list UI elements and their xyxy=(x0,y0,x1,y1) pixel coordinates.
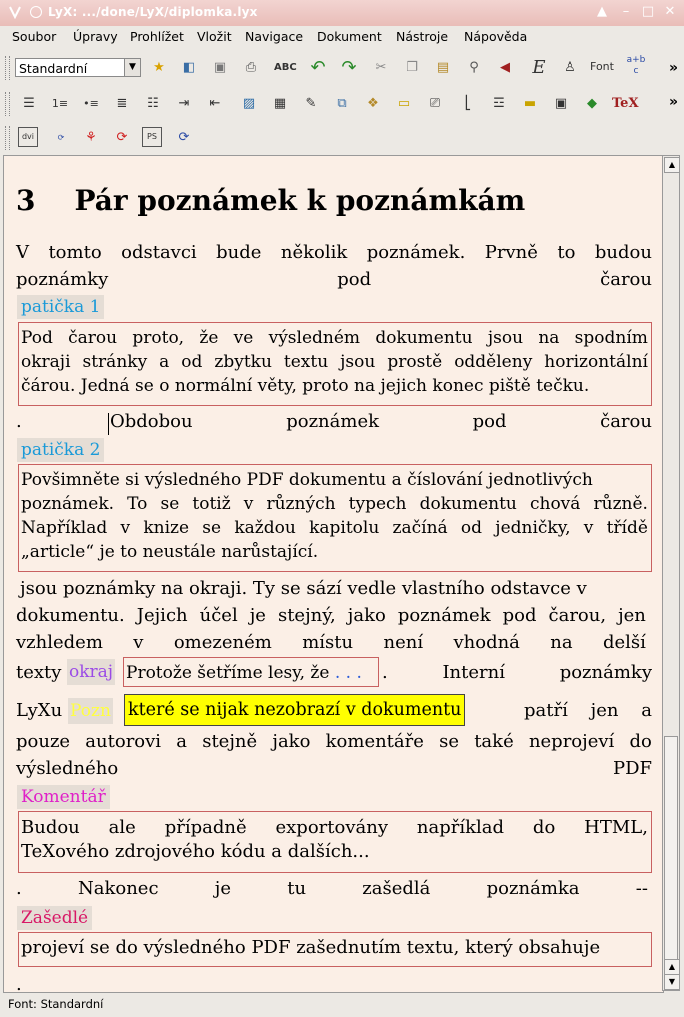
insert-comment-icon[interactable]: ▬ xyxy=(523,96,537,111)
paragraph-line: . Nakonec je tu zašedlá poznámka -- xyxy=(16,878,648,899)
paragraph-line: poznámky pod čarou xyxy=(16,269,652,290)
paragraph-line: . xyxy=(16,974,22,993)
tex-code-icon[interactable]: TeX xyxy=(612,96,639,111)
toolbar-overflow-button[interactable]: » xyxy=(668,94,678,110)
save-icon[interactable]: ▣ xyxy=(213,60,227,75)
margin-note-text: Protože šetříme lesy, že xyxy=(126,663,330,683)
paragraph-line: texty okraj Protože šetříme lesy, že . . . . Interní poznámky xyxy=(16,662,652,692)
emphasis-icon[interactable]: E xyxy=(532,57,546,78)
vertical-scrollbar[interactable] xyxy=(662,155,680,991)
footnote-inset[interactable] xyxy=(18,322,652,406)
print-icon[interactable]: ⎙ xyxy=(245,60,257,75)
insert-footnote-icon[interactable]: ⎚ xyxy=(429,96,441,111)
status-text: Font: Standardní xyxy=(8,997,104,1011)
comment-label[interactable]: Komentář xyxy=(17,785,110,809)
insert-table-icon[interactable]: ▦ xyxy=(273,96,287,111)
paragraph-line: V tomto odstavci bude několik poznámek. Prvně to budou xyxy=(16,242,652,263)
footnote-line: okraji stránky a od zbytku textu jsou prostě odděleny horizontální xyxy=(21,352,648,372)
title-bar xyxy=(0,0,684,27)
description-list-icon[interactable]: ≣ xyxy=(116,96,128,111)
section-title: Pár poznámek k poznámkám xyxy=(74,184,526,217)
update-pdf-icon[interactable]: ⟳ xyxy=(116,130,128,145)
menu-prohlizet[interactable]: Prohlížet xyxy=(130,29,184,44)
collapsed-ellipsis: . . . xyxy=(334,663,362,683)
math-mode-icon[interactable]: a+b c xyxy=(626,55,646,76)
paragraph-line: LyXu Pozn které se nijak nezobrazí v dokumentu patří jen a xyxy=(16,698,652,730)
insert-float-icon[interactable]: ▣ xyxy=(554,96,568,111)
paste-icon[interactable]: ▤ xyxy=(436,60,450,75)
footnote-label[interactable]: patička 1 xyxy=(17,295,104,319)
paragraph-line: výsledného PDF xyxy=(16,758,652,779)
footnote-line: Povšimněte si výsledného PDF dokumentu a číslování jednotlivých xyxy=(21,470,593,490)
view-dvi-icon[interactable]: dvi xyxy=(18,127,38,147)
comment-inset[interactable] xyxy=(18,811,652,873)
bullet-list-icon[interactable]: •≡ xyxy=(83,97,99,110)
footnote-inset[interactable] xyxy=(18,464,652,572)
paragraph-line: . Obdobou poznámek pod čarou xyxy=(16,411,652,437)
document-workarea[interactable] xyxy=(3,155,664,993)
font-button[interactable]: Font xyxy=(590,60,614,73)
scroll-up-icon[interactable]: ▲ xyxy=(664,157,680,173)
paragraph-line: dokumentu. Jejich účel je stejný, jako poznámek pod čarou, jen xyxy=(16,605,646,626)
insert-index-icon[interactable]: ▭ xyxy=(397,96,411,111)
note-label[interactable]: Pozn xyxy=(68,698,113,724)
minimize-button[interactable]: – xyxy=(622,4,630,19)
comment-line: Budou ale případně exportovány například do HTML, xyxy=(21,817,648,838)
footnote-line: čárou. Jedná se o normální věty, proto na jejich konec piště tečku. xyxy=(21,376,590,396)
section-number: 3 xyxy=(16,184,36,217)
insert-margin-note-icon[interactable]: ⎣ xyxy=(464,96,472,111)
menu-navigace[interactable]: Navigace xyxy=(245,29,304,44)
footnote-line: „article“ je to neustále narůstající. xyxy=(21,542,319,562)
insert-label-icon[interactable]: ✎ xyxy=(305,96,317,111)
status-bar xyxy=(0,993,684,1017)
noun-icon[interactable]: ♙ xyxy=(564,60,576,75)
menu-soubor[interactable]: Soubor xyxy=(12,29,57,44)
spellcheck-icon[interactable]: ABC xyxy=(274,62,297,73)
numbered-list-icon[interactable]: 1≡ xyxy=(51,97,69,110)
paragraph-line: pouze autorovi a stejně jako komentáře se také neprojeví do xyxy=(16,731,652,752)
outline-icon[interactable]: ☷ xyxy=(147,96,159,111)
footnote-line: Například v knize se každou kapitolu začíná od jedničky, v třídě xyxy=(21,518,648,538)
cut-icon[interactable]: ✂ xyxy=(375,60,387,75)
toolbar-grip[interactable] xyxy=(5,126,10,150)
view-pdf-icon[interactable]: ⚘ xyxy=(85,130,97,145)
close-button[interactable]: ✕ xyxy=(664,4,676,19)
view-toolbar xyxy=(0,122,684,154)
footnote-line: Pod čarou proto, že ve výsledném dokumentu jsou na spodním xyxy=(21,328,648,348)
main-toolbar xyxy=(0,50,684,86)
update-dvi-icon[interactable]: ⟳ xyxy=(57,133,65,142)
footnote-line: poznámek. To se totiž v různých typech dokumentu chová různě. xyxy=(21,494,648,514)
greyedout-inset[interactable] xyxy=(18,932,652,967)
greyedout-label[interactable]: Zašedlé xyxy=(17,906,92,930)
menu-vlozit[interactable]: Vložit xyxy=(197,29,232,44)
align-justify-icon[interactable]: ☰ xyxy=(23,96,35,111)
find-replace-icon[interactable]: ⚲ xyxy=(469,60,479,75)
paragraph-style-value: Standardní xyxy=(19,61,88,76)
shade-button[interactable]: ▲ xyxy=(597,4,607,19)
update-ps-icon[interactable]: ⟳ xyxy=(178,130,190,145)
text-cursor xyxy=(108,413,109,435)
insert-note-icon[interactable]: ☲ xyxy=(493,96,505,111)
chevron-down-icon[interactable]: ▼ xyxy=(124,59,140,76)
view-ps-icon[interactable]: PS xyxy=(142,127,162,147)
margin-note-label[interactable]: okraj xyxy=(67,659,115,685)
redo-icon[interactable]: ↷ xyxy=(341,57,357,78)
menu-dokument[interactable]: Dokument xyxy=(317,29,382,44)
insert-citation-icon[interactable]: ❖ xyxy=(367,96,379,111)
greyedout-line: projeví se do výsledného PDF zašednutím textu, který obsahuje xyxy=(21,937,601,958)
indent-increase-icon[interactable]: ⇥ xyxy=(178,96,190,111)
navigate-back-icon[interactable]: ◀ xyxy=(500,60,510,75)
insert-reference-icon[interactable]: ⧉ xyxy=(337,96,347,111)
toc-icon[interactable]: ◆ xyxy=(587,96,597,111)
sticky-icon[interactable] xyxy=(30,6,42,18)
menu-upravy[interactable]: Úpravy xyxy=(73,29,118,44)
indent-decrease-icon[interactable]: ⇤ xyxy=(209,96,221,111)
comment-line: TeXového zdrojového kódu a dalších... xyxy=(21,841,370,862)
new-document-icon[interactable]: ★ xyxy=(153,60,165,75)
paragraph-line: jsou poznámky na okraji. Ty se sází vedle vlastního odstavce v xyxy=(20,578,587,599)
insert-graphics-icon[interactable]: ▨ xyxy=(242,96,256,111)
extra-toolbar xyxy=(0,88,684,120)
open-document-icon[interactable]: ◧ xyxy=(182,60,196,75)
toolbar-grip[interactable] xyxy=(5,92,10,116)
menu-nastroje[interactable]: Nástroje xyxy=(396,29,449,44)
toolbar-grip[interactable] xyxy=(5,56,10,80)
copy-icon[interactable]: ❐ xyxy=(406,60,418,75)
menu-bar xyxy=(0,26,684,48)
scrollbar-thumb[interactable] xyxy=(664,736,678,962)
footnote-label[interactable]: patička 2 xyxy=(17,438,104,462)
paragraph-style-select[interactable] xyxy=(15,58,141,77)
menu-napoveda[interactable]: Nápověda xyxy=(464,29,528,44)
scroll-down-icon[interactable]: ▼ xyxy=(664,974,680,990)
lyx-app-icon xyxy=(8,5,22,19)
maximize-button[interactable]: □ xyxy=(641,4,655,19)
undo-icon[interactable]: ↶ xyxy=(310,57,326,78)
section-heading xyxy=(16,184,525,217)
toolbar-overflow-button[interactable]: » xyxy=(668,60,678,76)
margin-note-inset[interactable] xyxy=(123,657,379,687)
scroll-up-icon[interactable]: ▲ xyxy=(664,959,680,975)
paragraph-line: vzhledem v omezeném místu není vhodná na delší xyxy=(16,632,646,653)
lyx-note-inset[interactable]: které se nijak nezobrazí v dokumentu xyxy=(124,694,465,726)
window-title: LyX: .../done/LyX/diplomka.lyx xyxy=(48,5,258,19)
